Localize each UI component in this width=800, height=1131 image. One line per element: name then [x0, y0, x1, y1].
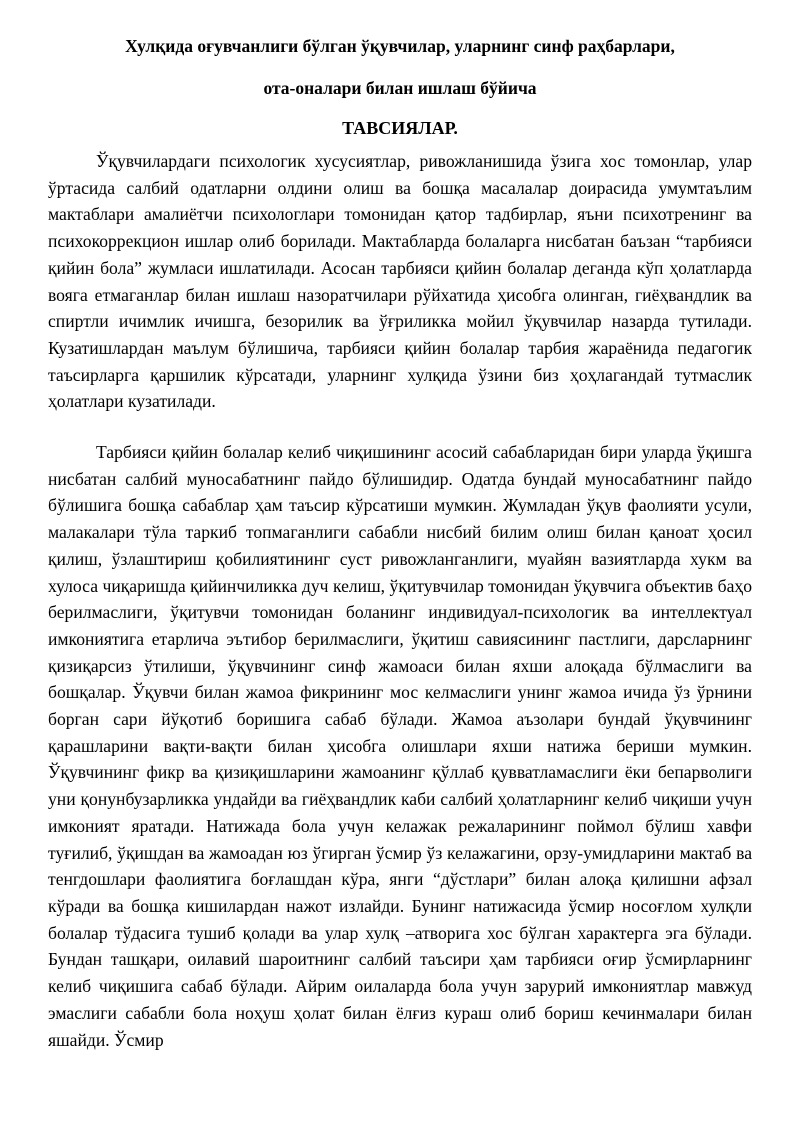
- body-paragraph-2: Тарбияси қийин болалар келиб чиқишининг асосий сабабларидан бири уларда ўқишга нисбатан салбий муносабатнинг пайдо бўлишидир. Одатда бундай муносабатнинг пайдо бўлишига бошқа сабаблар ҳам таъсир кўрсатиши мумкин. Жумладан ўқув фаолияти усули, малакалари тўла таркиб топмаганлиги сабабли нисбий билим олиш билан қаноат ҳосил қилиш, ўзлаштириш қобилиятининг суст ривожланганлиги, муайян вазиятларда хукм ва хулоса чиқаришда қийинчиликка дуч келиш, ўқитувчилар томонидан ўқувчига объектив баҳо берилмаслиги, ўқитувчи томонидан боланинг индивидуал-психологик ва интеллектуал имкониятига етарлича эътибор берилмаслиги, ўқитиш савиясининг пастлиги, дарсларнинг қизиқарсиз ўтилиши, ўқувчининг синф жамоаси билан яхши алоқада бўлмаслиги ва бошқалар. Ўқувчи билан жамоа фикрининг мос келмаслиги унинг жамоа ичида ўз ўрнини борган сари йўқотиб боришига сабаб бўлади. Жамоа аъзолари бундай ўқувчининг қарашларини вақти-вақти билан ҳисобга олишлари яхши натижа бериши мумкин. Ўқувчининг фикр ва қизиқишларини жамоанинг қўллаб қувватламаслиги ёки бепарволиги уни қонунбузарликка ундайди ва гиёҳвандлик каби салбий ҳолатларнинг келиб чиқиши учун имконият яратади. Натижада бола учун келажак режаларининг поймол бўлиш хавфи туғилиб, ўқишдан ва жамоадан юз ўгирган ўсмир ўз келажагини, орзу-умидларини мактаб ва тенгдошлари фаолиятига боғлашдан кўра, янги “дўстлари” билан алоқа қилишни афзал кўради ва бошқа кишилардан нажот излайди. Бунинг натижасида ўсмир носоғлом хулқли болалар тўдасига тушиб қолади ва улар хулқ –атворига хос бўлган характерга эга бўлади. Бундан ташқари, оилавий шароитнинг салбий таъсири ҳам тарбияси оғир ўсмирларнинг келиб чиқишига сабаб бўлади. Айрим оилаларда бола учун зарурий имкониятлар мавжуд эмаслиги сабабли бола ноҳуш ҳолат билан ёлғиз кураш олиб бориш кечинмалари билан яшайди. Ўсмир: [48, 442, 752, 1050]
- document-title-line-1: Хулқида оғувчанлиги бўлган ўқувчилар, уларнинг синф раҳбарлари,: [125, 36, 675, 56]
- body-paragraph-1: Ўқувчилардаги психологик хусусиятлар, ривожланишида ўзига хос томонлар, улар ўртасида салбий одатларни олдини олиш ва бошқа масалалар доирасида умумтаълим мактаблари амалиётчи психологлари томонидан қатор тадбирлар, яъни психотренинг ва психокоррекцион ишлар олиб борилади. Мактабларда болаларга нисбатан баъзан “тарбияси қийин бола” жумласи ишлатилади. Асосан тарбияси қийин болалар деганда кўп ҳолатларда вояга етмаганлар билан ишлаш назоратчилари рўйхатида ҳисобга олинган, гиёҳвандлик ва спиртли ичимлик ичишга, безорилик ва ўғриликка мойил ўқувчилар назарда тутилади. Кузатишлардан маълум бўлишича, тарбияси қийин болалар тарбия жараёнида педагогик таъсирларга қаршилик кўрсатади, уларнинг хулқида ўзини биз ҳоҳлагандай тутмаслик ҳолатлари кузатилади.: [48, 151, 752, 412]
- document-title-line-2: ота-оналари билан ишлаш бўйича: [263, 78, 537, 98]
- document-heading: ТАВСИЯЛАР.: [342, 118, 458, 138]
- document-page: [48, 36, 752, 1053]
